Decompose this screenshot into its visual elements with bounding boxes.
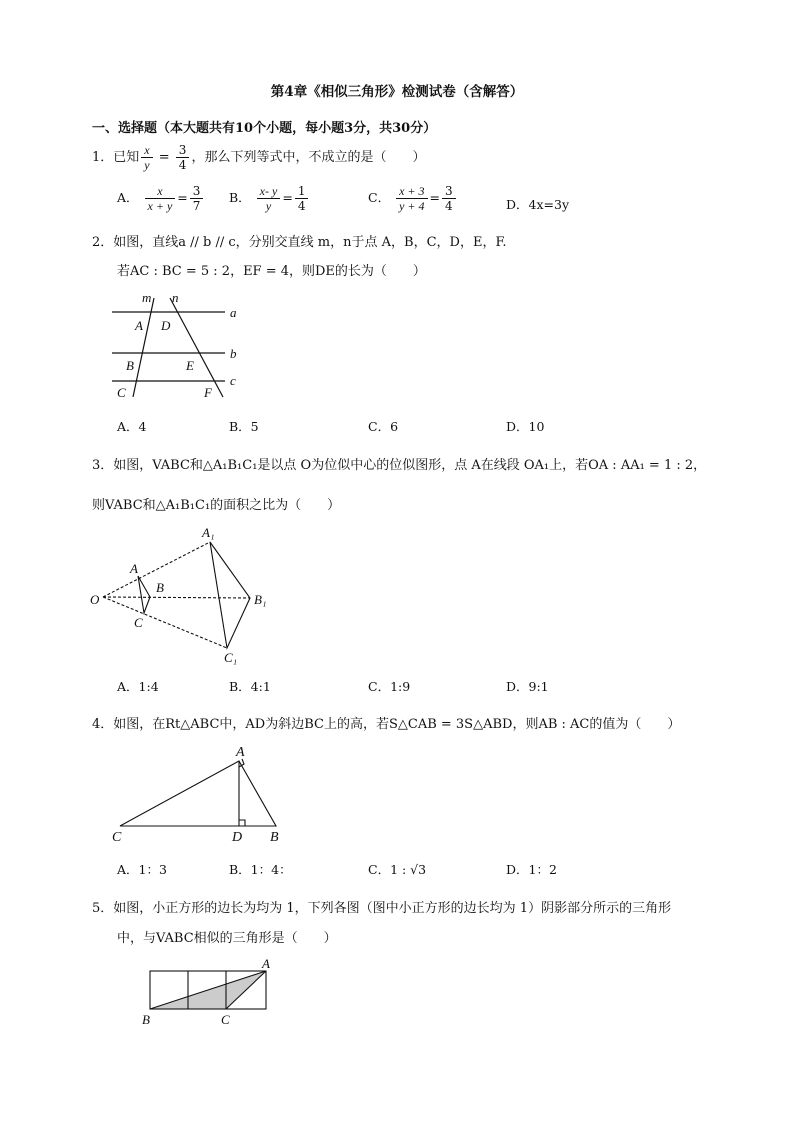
q2-label-a: a bbox=[230, 305, 237, 320]
q3-dash-oc1 bbox=[103, 597, 227, 648]
q3-dash-ob1 bbox=[103, 597, 250, 598]
q3-line-1: 3．如图，VABC和△A₁B₁C₁是以点 O为位似中心的位似图形，点 A在线段 OA₁上，若OA : AA₁ = 1 : 2， bbox=[92, 458, 707, 473]
q2-label-c: c bbox=[230, 373, 236, 388]
q4-label-D: D bbox=[232, 830, 243, 845]
q5-line-2: 中，与VABC相似的三角形是（ ） bbox=[117, 931, 337, 946]
q2-label-m: m bbox=[142, 290, 152, 305]
question-1 bbox=[92, 143, 425, 172]
q2-label-B: B bbox=[126, 358, 134, 373]
q2-option-a[interactable]: A．4 bbox=[117, 419, 147, 434]
q2-line-n bbox=[170, 298, 223, 397]
page-title: 第4章《相似三角形》检测试卷（含解答） bbox=[270, 84, 524, 100]
q2-option-c[interactable]: C．6 bbox=[368, 419, 399, 434]
q2-line-2: 若AC : BC = 5 : 2，EF = 4，则DE的长为（ ） bbox=[117, 264, 426, 279]
q3-option-c[interactable]: C．1:9 bbox=[368, 679, 411, 694]
q4-label-A: A bbox=[236, 745, 245, 760]
q1-fraction: $\frac{x}{y}$ bbox=[141, 143, 152, 172]
q4-option-b[interactable]: B．1：4： bbox=[229, 862, 292, 877]
q3-label-B: B bbox=[156, 580, 164, 595]
q3-label-A1: A₁ bbox=[202, 525, 215, 540]
q5-line-1: 5．如图，小正方形的边长为均为 1，下列各图（图中小正方形的边长均为 1）阴影部分所示的三角形 bbox=[92, 901, 672, 916]
q5-label-B: B bbox=[142, 1012, 150, 1027]
q3-figure bbox=[86, 522, 286, 667]
q2-option-b[interactable]: B．5 bbox=[229, 419, 259, 434]
q4-label-B: B bbox=[270, 830, 279, 845]
q3-label-B1: B₁ bbox=[254, 592, 267, 607]
q3-triangle-a1b1c1 bbox=[210, 542, 250, 648]
q1-option-c[interactable]: C． $\frac{x + 3}{y + 4}$ = $\frac{3}{4}$ bbox=[368, 184, 458, 213]
q1-eq: = bbox=[158, 150, 170, 165]
q2-label-n: n bbox=[172, 290, 179, 305]
q1-option-b[interactable]: B． $\frac{x- y}{y}$ = $\frac{1}{4}$ bbox=[229, 184, 310, 213]
q1-prefix: 1．已知 bbox=[92, 150, 140, 165]
q2-label-E: E bbox=[186, 358, 194, 373]
q3-label-A: A bbox=[130, 561, 138, 576]
q3-option-d[interactable]: D．9:1 bbox=[506, 679, 549, 694]
q2-label-D: D bbox=[161, 318, 171, 333]
q3-triangle-abc bbox=[138, 576, 150, 613]
q3-label-O: O bbox=[90, 592, 100, 607]
q3-label-C: C bbox=[134, 615, 143, 630]
q2-label-C: C bbox=[117, 385, 126, 400]
q4-figure bbox=[108, 740, 298, 845]
q2-option-d[interactable]: D．10 bbox=[506, 419, 545, 434]
q2-label-A: A bbox=[135, 318, 143, 333]
q4-right-angle-d bbox=[239, 820, 245, 826]
q3-option-b[interactable]: B．4:1 bbox=[229, 679, 271, 694]
q2-line-1: 2．如图，直线a // b // c，分别交直线 m，n于点 A，B，C，D，E，F. bbox=[92, 235, 507, 250]
q1-value: $\frac{3}{4}$ bbox=[176, 143, 190, 172]
q1-option-d[interactable]: D．4x=3y bbox=[506, 197, 570, 212]
q3-option-a[interactable]: A．1:4 bbox=[117, 679, 159, 694]
q3-label-C1: C₁ bbox=[224, 650, 238, 665]
q5-figure bbox=[140, 955, 285, 1030]
q4-line-1: 4．如图，在Rt△ABC中，AD为斜边BC上的高，若S△CAB = 3S△ABD，则AB : AC的值为（ ） bbox=[92, 717, 681, 732]
section-heading: 一、选择题（本大题共有10个小题，每小题3分，共30分） bbox=[92, 121, 437, 136]
q4-label-C: C bbox=[112, 830, 122, 845]
q2-label-F: F bbox=[204, 385, 212, 400]
q4-option-d[interactable]: D．1：2 bbox=[506, 862, 557, 877]
q5-label-C: C bbox=[221, 1012, 230, 1027]
q5-shaded-triangle bbox=[150, 971, 266, 1009]
q1-suffix: ，那么下列等式中，不成立的是（ ） bbox=[191, 150, 426, 165]
q3-line-2: 则VABC和△A₁B₁C₁的面积之比为（ ） bbox=[92, 498, 341, 513]
q4-triangle-abc bbox=[120, 761, 276, 826]
q4-option-c[interactable]: C．1 : √3 bbox=[368, 862, 427, 877]
q2-line-m bbox=[133, 298, 154, 397]
q1-option-a[interactable]: A． $\frac{x}{x + y}$ = $\frac{3}{7}$ bbox=[117, 184, 205, 213]
q4-option-a[interactable]: A．1：3 bbox=[117, 862, 167, 877]
q2-label-b: b bbox=[230, 346, 237, 361]
q5-label-A: A bbox=[262, 956, 270, 971]
q2-figure bbox=[100, 288, 260, 403]
